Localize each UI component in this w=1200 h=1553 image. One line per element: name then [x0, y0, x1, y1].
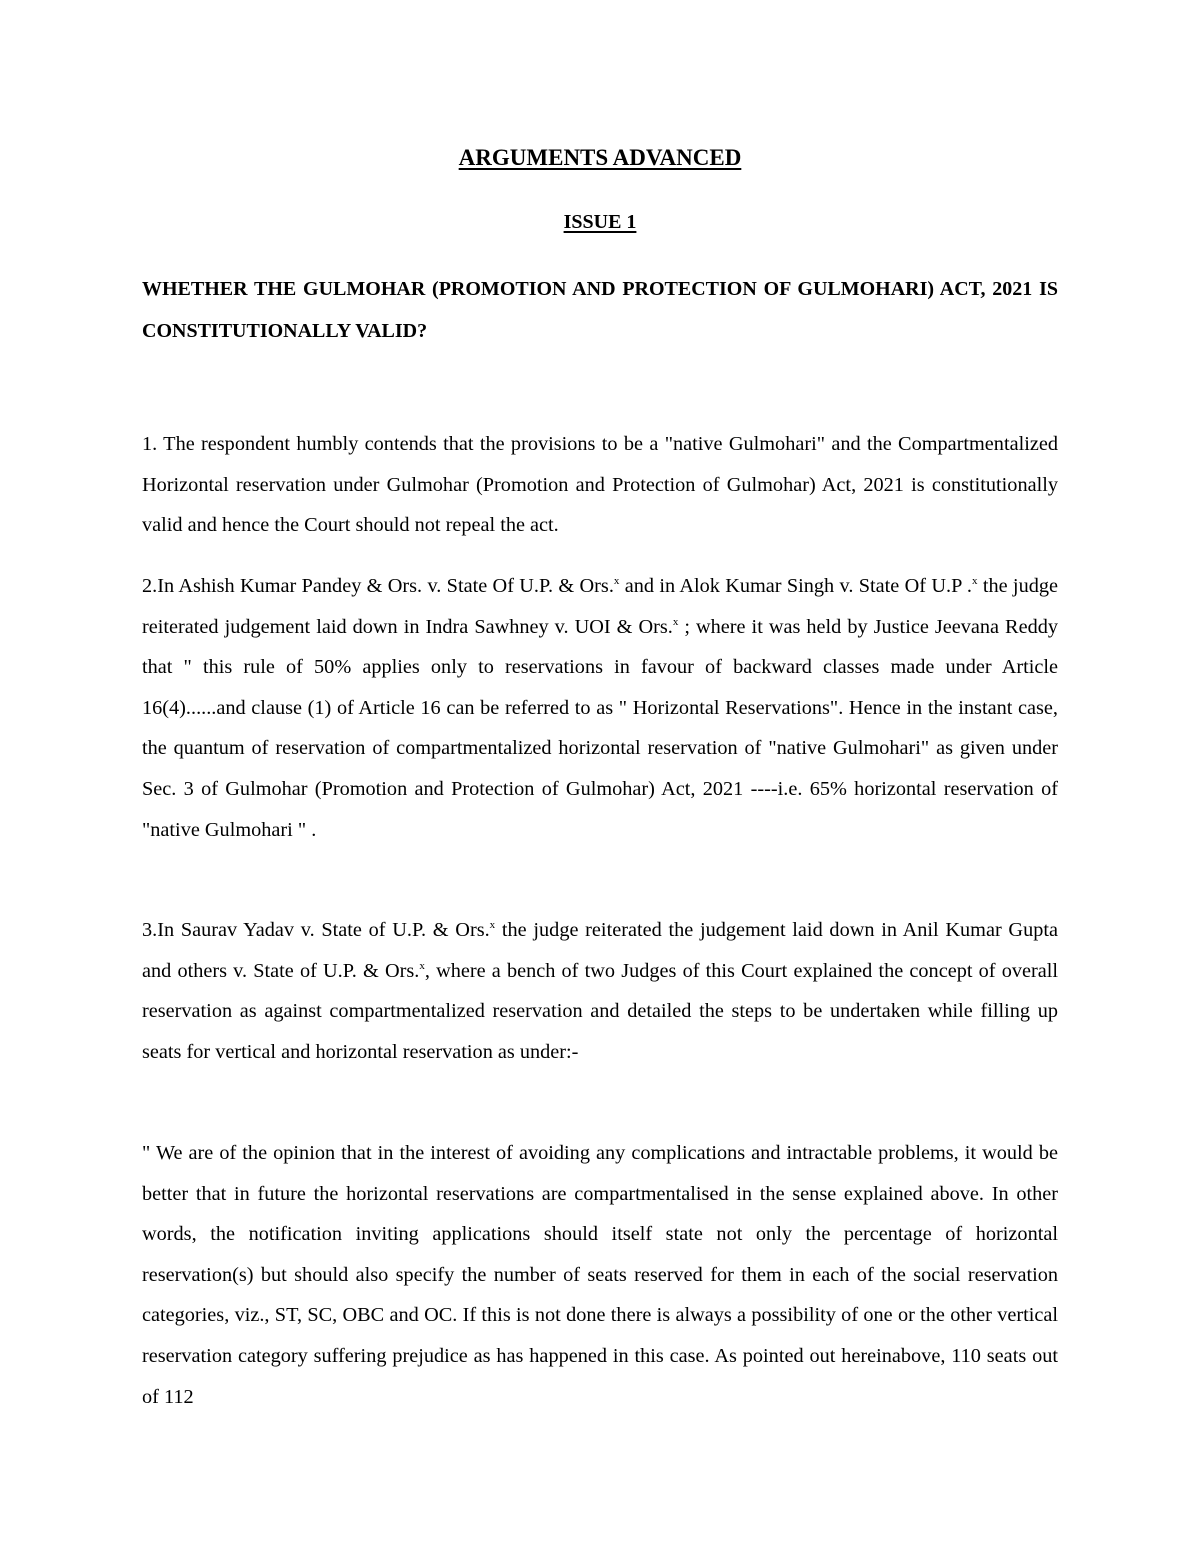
- issue-label: ISSUE 1: [563, 211, 637, 233]
- document-title: ARGUMENTS ADVANCED: [458, 145, 742, 170]
- paragraph-2-text-c: the judge reiterated judgement laid down in Indra Sawhney v. UOI & Ors.: [142, 575, 1058, 638]
- paragraph-3-text-a: 3.In Saurav Yadav v. State of U.P. & Ors.: [142, 919, 490, 941]
- paragraph-2-text-b: and in Alok Kumar Singh v. State Of U.P .: [619, 575, 972, 597]
- footnote-marker[interactable]: x: [419, 959, 425, 972]
- footnote-marker[interactable]: x: [613, 575, 620, 588]
- issue-question: WHETHER THE GULMOHAR (PROMOTION AND PROTECTION OF GULMOHARI) ACT, 2021 IS CONSTITUTIONALLY VALID?: [142, 278, 1058, 342]
- footnote-marker[interactable]: x: [972, 575, 978, 588]
- paragraph-2: [142, 566, 1058, 850]
- paragraph-3-text-c: , where a bench of two Judges of this Court explained the concept of overall reservation as against compartmentalized reservation and detailed the steps to be undertaken while filling up seats for vertical and horizontal reservation as under:-: [142, 959, 1059, 1063]
- paragraph-3: [142, 910, 1058, 1072]
- paragraph-1: 1. The respondent humbly contends that the provisions to be a "native Gulmohari" and the Compartmentalized Horizontal reservation under Gulmohar (Promotion and Protection of Gulmohar) Act, 2021 is constitutionally valid and hence the Court should not repeal the act.: [142, 433, 1058, 537]
- paragraph-2-text-a: 2.In Ashish Kumar Pandey & Ors. v. State Of U.P. & Ors.: [142, 575, 614, 597]
- quoted-paragraph: " We are of the opinion that in the interest of avoiding any complications and intractable problems, it would be better that in future the horizontal reservations are compartmentalised in the sense explained above. In other words, the notification inviting applications should itself state not only the percentage of horizontal reservation(s) but should also specify the number of seats reserved for them in each of the social reservation categories, viz., ST, SC, OBC and OC. If this is not done there is always a possibility of one or the other vertical reservation category suffering prejudice as has happened in this case. As pointed out hereinabove, 110 seats out of 112: [142, 1142, 1058, 1408]
- footnote-marker[interactable]: x: [672, 615, 679, 628]
- paragraph-3-text-b: the judge reiterated the judgement laid down in Anil Kumar Gupta and others v. State of U.P. & Ors.: [142, 919, 1058, 982]
- paragraph-2-text-d: ; where it was held by Justice Jeevana Reddy that " this rule of 50% applies only to reservations in favour of backward classes made under Article 16(4)......and clause (1) of Article 16 can be referred to as " Horizontal Reservations". Hence in the instant case, the quantum of reservation of compartmentalized horizontal reservation of "native Gulmohari" as given under Sec. 3 of Gulmohar (Promotion and Protection of Gulmohar) Act, 2021 ----i.e. 65% horizontal reservation of "native Gulmohari " .: [142, 615, 1058, 841]
- footnote-marker[interactable]: x: [489, 919, 496, 932]
